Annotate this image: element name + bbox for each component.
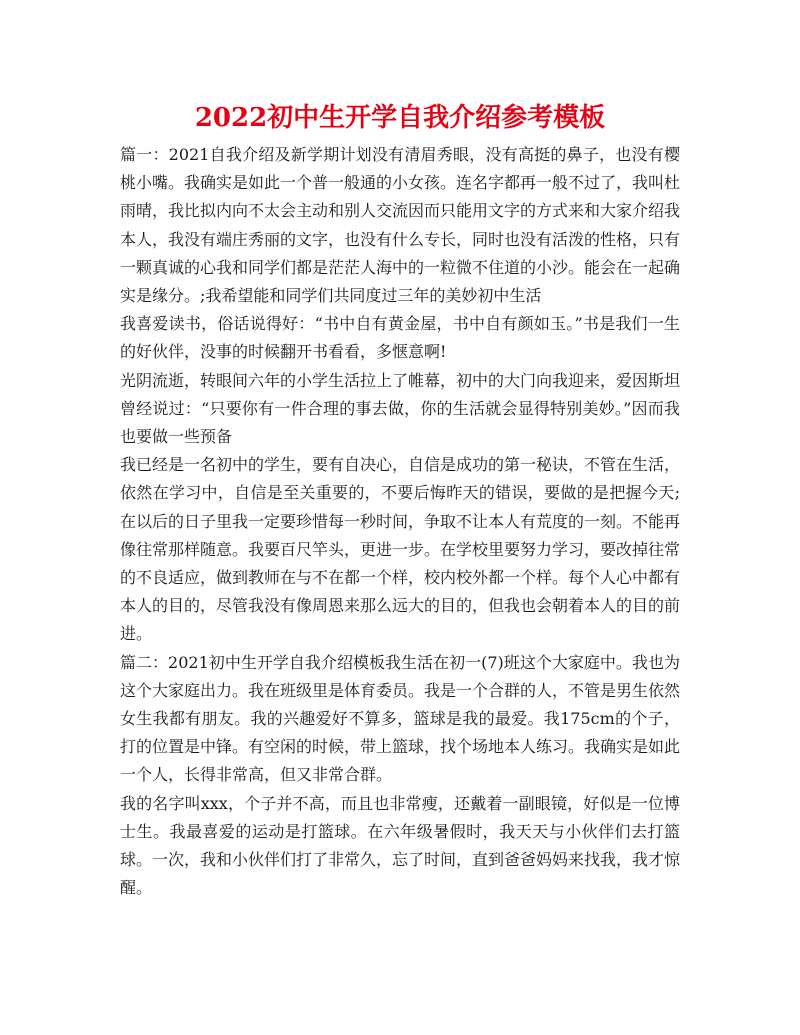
paragraph-1: 篇一：2021自我介绍及新学期计划没有清眉秀眼，没有高挺的鼻子，也没有樱桃小嘴。我确实是如此一个普一般通的小女孩。连名字都再一般不过了，我叫杜雨晴，我比拟内向不太会主动和别人交流因而只能用文字的方式来和大家介绍我本人，我没有端庄秀丽的文字，也没有什么专长，同时也没有活泼的性格，只有一颗真诚的心我和同学们都是茫茫人海中的一粒微不住道的小沙。能会在一起确实是缘分。;我希望能和同学们共同度过三年的美妙初中生活 bbox=[120, 145, 681, 306]
paragraph-2: 我喜爱读书，俗话说得好：“书中自有黄金屋，书中自有颜如玉。”书是我们一生的好伙伴，没事的时候翻开书看看，多惬意啊! bbox=[120, 314, 680, 362]
paragraph-5: 篇二：2021初中生开学自我介绍模板我生活在初一(7)班这个大家庭中。我也为这个大家庭出力。我在班级里是体育委员。我是一个合群的人，不管是男生依然女生我都有朋友。我的兴趣爱好不算多，篮球是我的最爱。我175cm的个子，打的位置是中锋。有空闲的时候，带上篮球，找个场地本人练习。我确实是如此一个人，长得非常高，但又非常合群。 bbox=[120, 652, 681, 785]
paragraph-4: 我已经是一名初中的学生，要有自决心，自信是成功的第一秘诀，不管在生活，依然在学习中，自信是至关重要的，不要后悔昨天的错误，要做的是把握今天;在以后的日子里我一定要珍惜每一秒时间，争取不让本人有荒度的一刻。不能再像往常那样随意。我要百尺竿头，更进一步。在学校里要努力学习，要改掉往常的不良适应，做到教师在与不在都一个样，校内校外都一个样。每个人心中都有本人的目的，尽管我没有像周恩来那么远大的目的，但我也会朝着本人的目的前进。 bbox=[120, 455, 681, 644]
paragraph-3: 光阴流逝，转眼间六年的小学生活拉上了帷幕，初中的大门向我迎来，爱因斯坦曾经说过：“只要你有一件合理的事去做，你的生活就会显得特别美妙。”因而我也要做一些预备 bbox=[120, 370, 681, 447]
document-title: 2022初中生开学自我介绍参考模板 bbox=[194, 103, 606, 133]
document-body bbox=[120, 141, 680, 902]
paragraph-6: 我的名字叫xxx，个子并不高，而且也非常瘦，还戴着一副眼镜，好似是一位博士生。我最喜爱的运动是打篮球。在六年级暑假时，我天天与小伙伴们去打篮球。一次，我和小伙伴们打了非常久，忘了时间，直到爸爸妈妈来找我，我才惊醒。 bbox=[120, 793, 681, 898]
